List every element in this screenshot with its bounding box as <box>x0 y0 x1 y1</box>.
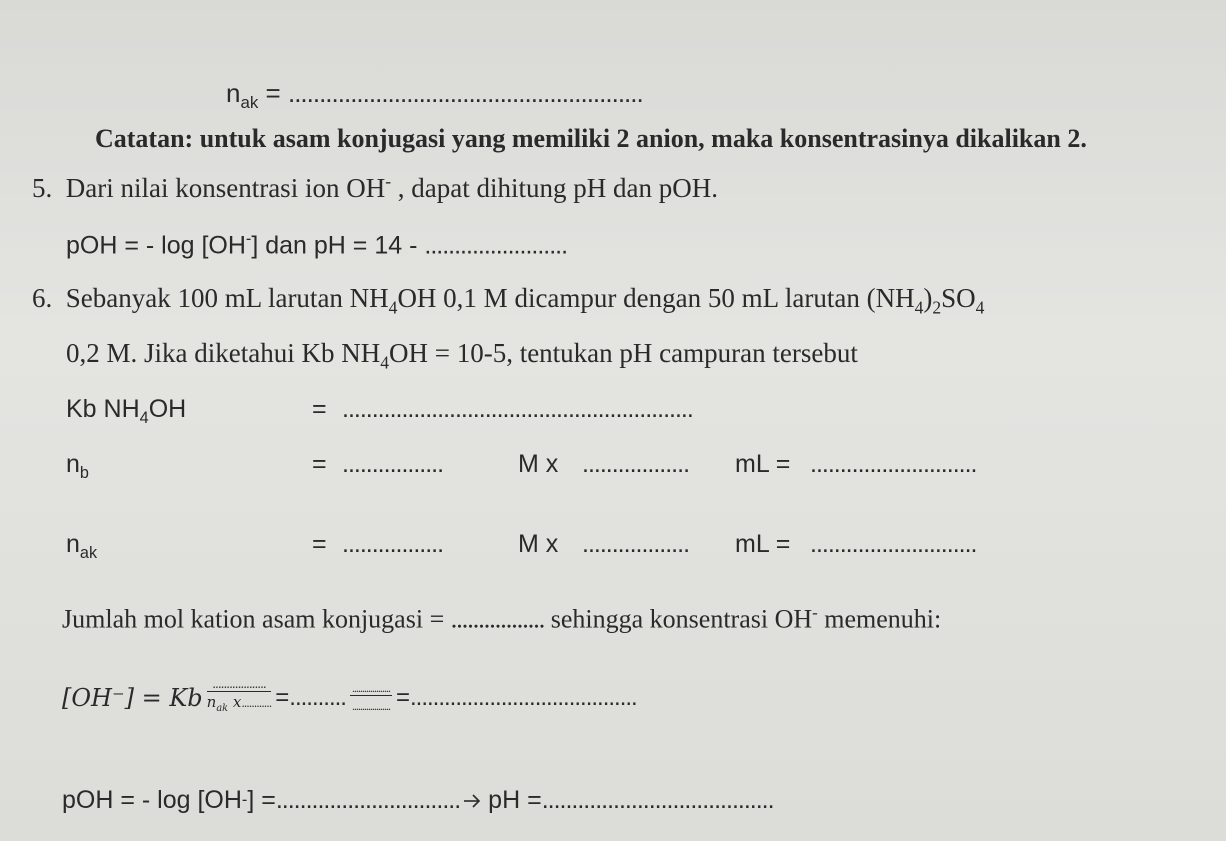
answer-blank[interactable]: ........................ <box>424 231 568 260</box>
kb-label: Kb $NH_4OH$ <box>66 395 187 427</box>
oh-lhs: [OH⁻] = Kb <box>62 684 203 712</box>
poh-blank[interactable]: ............................... <box>275 786 461 814</box>
item-5-question: 5. Dari nilai konsentrasi ion OH- , dapat dihitung pH dan pOH. <box>32 171 718 203</box>
nak-volume-blank[interactable]: .................. <box>582 530 690 558</box>
nb-molarity-blank[interactable]: ................. <box>342 450 444 478</box>
answer-blank[interactable]: ................. <box>450 604 545 634</box>
nb-volume-blank[interactable]: .................. <box>582 450 690 478</box>
n-ak-sub: ak <box>240 93 259 113</box>
note-text: Catatan: untuk asam konjugasi yang memiliki 2 anion, maka konsentrasinya dikalikan 2. <box>95 124 1087 153</box>
n-ak-label: n <box>226 78 241 108</box>
oh-concentration-formula: [OH⁻] = Kb $\frac{...................}{n_{ak} x............}$ = .......... $\frac{...................}{...................}$ = ........................................ <box>62 668 637 728</box>
nb-label: $n_b$ <box>66 450 89 482</box>
item-number: 5. <box>32 173 53 203</box>
nak-ml-equals: mL = <box>735 530 791 558</box>
nb-equals: = <box>312 450 327 478</box>
n-ak-top-line <box>226 78 643 113</box>
fraction-2-denominator[interactable]: ................... <box>351 698 390 713</box>
answer-blank[interactable]: ......................................................... <box>287 78 643 108</box>
nb-m-times: M x <box>518 450 559 478</box>
kb-blank[interactable]: ........................................................... <box>342 395 693 423</box>
fraction-2 <box>350 681 392 716</box>
nak-result-blank[interactable]: ............................ <box>810 530 977 558</box>
mid-blank[interactable]: .......... <box>289 684 346 711</box>
kb-equals: = <box>312 395 327 423</box>
poh-formula: pOH = - log [OH-] dan pH = 14 - ........................ <box>66 230 568 260</box>
nak-m-times: M x <box>518 530 559 558</box>
fraction-1 <box>207 677 272 719</box>
item-5-text: Dari nilai konsentrasi ion OH <box>65 173 386 203</box>
nb-ml-equals: mL = <box>735 450 791 478</box>
item-number: 6. <box>32 283 53 313</box>
oh-result-blank[interactable]: ........................................ <box>410 684 637 711</box>
final-poh-ph-line: pOH = - log [OH - ] = ............................... pH = ....................................... <box>62 786 774 814</box>
jumlah-mol-line: Jumlah mol kation asam konjugasi = ................. sehingga konsentrasi OH- memenuhi: <box>62 603 942 634</box>
nak-equals: = <box>312 530 327 558</box>
fraction-1-denominator: $n_{ak}$ x............ <box>206 693 272 714</box>
equals: = <box>265 78 288 108</box>
arrow-right-icon <box>462 791 482 811</box>
nak-label: $n_{ak}$ <box>66 530 98 562</box>
fraction-2-numerator[interactable]: ................... <box>351 680 390 695</box>
nak-molarity-blank[interactable]: ................. <box>342 530 444 558</box>
item-6-question-line1: 6. Sebanyak 100 mL larutan $NH_4OH$ 0,1 M dicampur dengan 50 mL larutan $(NH_4)_2SO_4$ <box>32 283 985 318</box>
fraction-1-numerator[interactable]: ................... <box>207 677 272 692</box>
item-6-question-line2: 0,2 M. Jika diketahui Kb $NH_4OH = 10-5$, tentukan pH campuran tersebut <box>66 338 858 373</box>
nb-result-blank[interactable]: ............................ <box>810 450 977 478</box>
ph-blank[interactable]: ....................................... <box>541 786 774 814</box>
